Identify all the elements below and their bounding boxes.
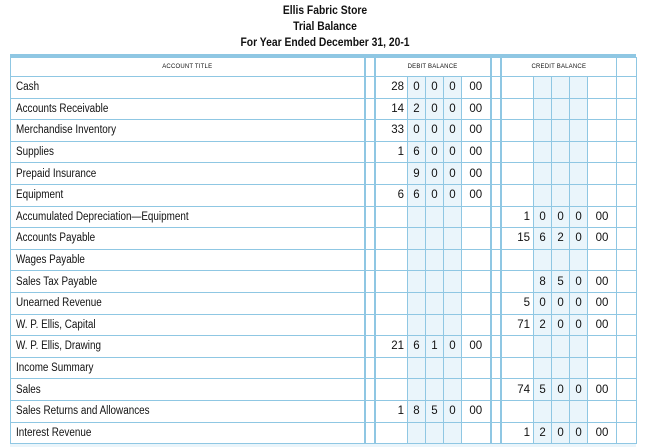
debit-digit-cell (375, 422, 408, 444)
column-gap (617, 379, 637, 401)
credit-digit-cell: 0 (552, 314, 570, 336)
credit-digit-cell: 0 (552, 206, 570, 228)
debit-digit-cell: 0 (426, 98, 444, 120)
credit-digit-cell (552, 77, 570, 99)
debit-digit-cell: 0 (444, 77, 462, 99)
account-title: W. P. Ellis, Drawing (16, 340, 102, 353)
debit-digit-cell: 6 (375, 184, 408, 206)
credit-digit-cell (552, 400, 570, 422)
report-period: For Year Ended December 31, 20-1 (240, 35, 410, 49)
ledger-row (11, 141, 637, 163)
trial-balance-ledger (10, 54, 636, 447)
column-gap (365, 422, 375, 444)
column-gap (491, 292, 501, 314)
account-title: Accounts Receivable (16, 102, 109, 115)
credit-digit-cell: 5 (552, 271, 570, 293)
debit-digit-cell (444, 379, 462, 401)
column-gap (365, 163, 375, 185)
credit-digit-cell: 15 (501, 228, 534, 250)
debit-digit-cell (408, 357, 426, 379)
account-title: Sales (16, 383, 41, 396)
debit-digit-cell (375, 206, 408, 228)
debit-cents-cell (462, 228, 491, 250)
debit-digit-cell (408, 292, 426, 314)
column-gap (365, 77, 375, 99)
column-gap (365, 271, 375, 293)
credit-digit-cell: 0 (570, 271, 588, 293)
credit-digit-cell (534, 77, 552, 99)
column-gap (617, 422, 637, 444)
debit-digit-cell: 6 (408, 336, 426, 358)
account-title-cell (11, 98, 365, 120)
debit-digit-cell: 0 (426, 77, 444, 99)
column-gap (491, 206, 501, 228)
credit-digit-cell (501, 141, 534, 163)
credit-digit-cell (501, 271, 534, 293)
credit-digit-cell: 0 (570, 292, 588, 314)
debit-digit-cell (426, 314, 444, 336)
ledger-row (11, 336, 637, 358)
column-gap (491, 141, 501, 163)
debit-cents-cell: 00 (462, 163, 491, 185)
column-gap (365, 141, 375, 163)
debit-cents-cell (462, 249, 491, 271)
account-title: Sales Returns and Allowances (16, 405, 150, 418)
credit-cents-cell: 00 (588, 271, 617, 293)
debit-digit-cell (426, 379, 444, 401)
credit-digit-cell (552, 357, 570, 379)
report-header (46, 0, 605, 50)
debit-digit-cell: 14 (375, 98, 408, 120)
column-gap (491, 77, 501, 99)
account-title-cell (11, 163, 365, 185)
debit-cents-cell (462, 206, 491, 228)
credit-digit-cell: 1 (501, 206, 534, 228)
credit-digit-cell (570, 400, 588, 422)
credit-digit-cell: 0 (570, 314, 588, 336)
credit-digit-cell (552, 163, 570, 185)
credit-cents-cell: 00 (588, 206, 617, 228)
debit-digit-cell (426, 422, 444, 444)
debit-digit-cell (375, 379, 408, 401)
credit-digit-cell (534, 249, 552, 271)
account-title: Interest Revenue (16, 426, 92, 439)
debit-cents-cell (462, 271, 491, 293)
account-title-header: ACCOUNT TITLE (11, 58, 365, 77)
debit-cents-cell (462, 422, 491, 444)
credit-digit-cell: 71 (501, 314, 534, 336)
account-title-cell (11, 314, 365, 336)
column-gap (491, 58, 501, 77)
column-gap (365, 98, 375, 120)
credit-cents-cell (588, 357, 617, 379)
debit-digit-cell (408, 422, 426, 444)
debit-digit-cell (426, 249, 444, 271)
credit-digit-cell: 0 (552, 422, 570, 444)
debit-digit-cell: 6 (408, 184, 426, 206)
column-gap (617, 120, 637, 142)
credit-digit-cell: 2 (534, 314, 552, 336)
ledger-row (11, 184, 637, 206)
credit-digit-cell: 0 (570, 379, 588, 401)
column-gap (617, 206, 637, 228)
credit-digit-cell (534, 400, 552, 422)
column-gap (617, 292, 637, 314)
column-gap (365, 58, 375, 77)
credit-digit-cell: 0 (570, 422, 588, 444)
credit-digit-cell (534, 336, 552, 358)
account-title-cell (11, 336, 365, 358)
ledger-row (11, 422, 637, 444)
column-gap (491, 184, 501, 206)
ledger-row (11, 292, 637, 314)
column-gap (365, 292, 375, 314)
debit-digit-cell (375, 292, 408, 314)
column-gap (617, 228, 637, 250)
ledger-row (11, 206, 637, 228)
debit-cents-cell: 00 (462, 141, 491, 163)
column-gap (617, 249, 637, 271)
credit-digit-cell (501, 120, 534, 142)
credit-digit-cell (501, 98, 534, 120)
column-gap (491, 163, 501, 185)
credit-digit-cell: 6 (534, 228, 552, 250)
column-gap (365, 228, 375, 250)
account-title: Equipment (16, 189, 64, 202)
ledger-row (11, 249, 637, 271)
credit-balance-header: CREDIT BALANCE (501, 58, 617, 77)
debit-digit-cell (444, 422, 462, 444)
column-gap (491, 120, 501, 142)
debit-digit-cell (444, 249, 462, 271)
credit-digit-cell (534, 163, 552, 185)
account-title: Income Summary (16, 362, 94, 375)
debit-digit-cell: 1 (375, 141, 408, 163)
debit-digit-cell (408, 228, 426, 250)
column-gap (491, 336, 501, 358)
debit-digit-cell: 0 (426, 141, 444, 163)
column-gap (365, 184, 375, 206)
account-title-cell (11, 271, 365, 293)
debit-digit-cell (375, 357, 408, 379)
trial-balance-table (10, 57, 637, 444)
column-gap (617, 184, 637, 206)
debit-digit-cell: 6 (408, 141, 426, 163)
debit-digit-cell: 0 (444, 400, 462, 422)
debit-digit-cell: 2 (408, 98, 426, 120)
debit-digit-cell: 0 (444, 120, 462, 142)
credit-digit-cell (570, 357, 588, 379)
column-gap (365, 249, 375, 271)
account-title: Supplies (16, 146, 54, 159)
credit-digit-cell (534, 357, 552, 379)
debit-digit-cell (444, 292, 462, 314)
column-gap (365, 206, 375, 228)
account-title: Accounts Payable (16, 232, 96, 245)
debit-digit-cell (444, 271, 462, 293)
credit-digit-cell (570, 141, 588, 163)
column-gap (491, 357, 501, 379)
debit-digit-cell: 0 (426, 184, 444, 206)
credit-digit-cell (570, 336, 588, 358)
account-title-cell (11, 206, 365, 228)
debit-cents-cell: 00 (462, 400, 491, 422)
credit-cents-cell: 00 (588, 314, 617, 336)
credit-digit-cell: 0 (570, 228, 588, 250)
debit-digit-cell: 1 (426, 336, 444, 358)
account-title-cell (11, 120, 365, 142)
ledger-row (11, 379, 637, 401)
debit-cents-cell: 00 (462, 98, 491, 120)
credit-digit-cell (501, 336, 534, 358)
column-gap (365, 357, 375, 379)
column-gap (365, 314, 375, 336)
credit-digit-cell: 0 (552, 379, 570, 401)
debit-digit-cell (426, 228, 444, 250)
account-title-cell (11, 184, 365, 206)
debit-digit-cell (408, 379, 426, 401)
credit-digit-cell: 0 (534, 206, 552, 228)
credit-digit-cell: 2 (552, 228, 570, 250)
credit-digit-cell: 2 (534, 422, 552, 444)
account-title-cell (11, 357, 365, 379)
column-gap (365, 120, 375, 142)
debit-digit-cell: 0 (444, 336, 462, 358)
column-gap (365, 379, 375, 401)
column-gap (491, 98, 501, 120)
credit-cents-cell (588, 400, 617, 422)
credit-cents-cell: 00 (588, 228, 617, 250)
debit-digit-cell (408, 249, 426, 271)
report-title: Trial Balance (293, 19, 357, 33)
debit-balance-header: DEBIT BALANCE (375, 58, 491, 77)
account-title: Wages Payable (16, 254, 85, 267)
credit-digit-cell (501, 400, 534, 422)
debit-digit-cell: 0 (426, 120, 444, 142)
credit-cents-cell (588, 249, 617, 271)
column-gap (491, 271, 501, 293)
ledger-row (11, 163, 637, 185)
credit-digit-cell: 0 (534, 292, 552, 314)
debit-digit-cell (408, 206, 426, 228)
credit-digit-cell (534, 141, 552, 163)
credit-digit-cell (552, 184, 570, 206)
debit-digit-cell (426, 292, 444, 314)
ledger-row (11, 228, 637, 250)
column-gap (617, 336, 637, 358)
column-gap (617, 357, 637, 379)
column-header-row (11, 58, 637, 77)
debit-digit-cell (408, 314, 426, 336)
credit-cents-cell: 00 (588, 422, 617, 444)
credit-digit-cell: 0 (552, 292, 570, 314)
credit-digit-cell (570, 249, 588, 271)
debit-cents-cell: 00 (462, 77, 491, 99)
debit-cents-cell: 00 (462, 120, 491, 142)
column-gap (491, 249, 501, 271)
ledger-row (11, 400, 637, 422)
ledger-row (11, 98, 637, 120)
credit-digit-cell (534, 184, 552, 206)
account-title: Sales Tax Payable (16, 275, 98, 288)
debit-digit-cell (444, 228, 462, 250)
column-gap (491, 400, 501, 422)
debit-cents-cell (462, 292, 491, 314)
credit-digit-cell (534, 120, 552, 142)
debit-digit-cell: 28 (375, 77, 408, 99)
credit-cents-cell (588, 141, 617, 163)
debit-digit-cell: 0 (444, 141, 462, 163)
credit-digit-cell (570, 163, 588, 185)
credit-cents-cell (588, 184, 617, 206)
ledger-row (11, 357, 637, 379)
credit-cents-cell (588, 98, 617, 120)
debit-cents-cell: 00 (462, 336, 491, 358)
column-gap (491, 314, 501, 336)
account-title-cell (11, 379, 365, 401)
credit-digit-cell (501, 249, 534, 271)
column-gap (491, 379, 501, 401)
credit-digit-cell (501, 357, 534, 379)
credit-cents-cell (588, 163, 617, 185)
column-gap (617, 98, 637, 120)
debit-digit-cell (408, 271, 426, 293)
account-title: Accumulated Depreciation—Equipment (16, 210, 189, 223)
debit-digit-cell: 21 (375, 336, 408, 358)
account-title-cell (11, 77, 365, 99)
ledger-row (11, 271, 637, 293)
credit-digit-cell (552, 141, 570, 163)
credit-digit-cell: 5 (534, 379, 552, 401)
debit-digit-cell (375, 249, 408, 271)
debit-digit-cell (426, 206, 444, 228)
debit-digit-cell: 0 (444, 184, 462, 206)
credit-digit-cell (570, 120, 588, 142)
credit-digit-cell (570, 184, 588, 206)
debit-digit-cell: 8 (408, 400, 426, 422)
credit-digit-cell (552, 249, 570, 271)
debit-digit-cell: 33 (375, 120, 408, 142)
credit-digit-cell (552, 336, 570, 358)
credit-digit-cell (570, 98, 588, 120)
account-title: Unearned Revenue (16, 297, 102, 310)
ledger-body (11, 77, 637, 444)
debit-digit-cell (444, 314, 462, 336)
debit-cents-cell (462, 314, 491, 336)
account-title-cell (11, 400, 365, 422)
debit-digit-cell (426, 357, 444, 379)
debit-digit-cell (375, 271, 408, 293)
credit-digit-cell (501, 163, 534, 185)
debit-digit-cell: 0 (426, 163, 444, 185)
account-title: Prepaid Insurance (16, 167, 97, 180)
column-gap (365, 336, 375, 358)
debit-cents-cell: 00 (462, 184, 491, 206)
account-title-cell (11, 141, 365, 163)
debit-digit-cell (375, 228, 408, 250)
debit-digit-cell (375, 314, 408, 336)
account-title: Cash (16, 81, 40, 94)
account-title-cell (11, 422, 365, 444)
company-name: Ellis Fabric Store (282, 3, 368, 17)
column-gap (617, 314, 637, 336)
account-title: Merchandise Inventory (16, 124, 117, 137)
column-gap (617, 163, 637, 185)
credit-cents-cell (588, 120, 617, 142)
debit-digit-cell (444, 357, 462, 379)
credit-digit-cell: 8 (534, 271, 552, 293)
credit-digit-cell (501, 77, 534, 99)
credit-cents-cell: 00 (588, 379, 617, 401)
debit-digit-cell: 1 (375, 400, 408, 422)
debit-digit-cell (444, 206, 462, 228)
debit-digit-cell: 5 (426, 400, 444, 422)
column-gap (617, 141, 637, 163)
debit-digit-cell: 9 (408, 163, 426, 185)
debit-cents-cell (462, 357, 491, 379)
account-title: W. P. Ellis, Capital (16, 318, 96, 331)
account-title-cell (11, 228, 365, 250)
credit-digit-cell: 0 (570, 206, 588, 228)
account-title-cell (11, 292, 365, 314)
column-gap (617, 271, 637, 293)
credit-digit-cell: 1 (501, 422, 534, 444)
credit-digit-cell (570, 77, 588, 99)
column-gap (617, 58, 637, 77)
ledger-row (11, 120, 637, 142)
debit-digit-cell: 0 (408, 77, 426, 99)
credit-cents-cell: 00 (588, 292, 617, 314)
credit-cents-cell (588, 336, 617, 358)
debit-digit-cell: 0 (444, 98, 462, 120)
ledger-row (11, 314, 637, 336)
column-gap (491, 422, 501, 444)
column-gap (365, 400, 375, 422)
credit-digit-cell: 74 (501, 379, 534, 401)
credit-digit-cell: 5 (501, 292, 534, 314)
column-gap (617, 77, 637, 99)
account-title-cell (11, 249, 365, 271)
column-gap (617, 400, 637, 422)
column-gap (491, 228, 501, 250)
credit-digit-cell (501, 184, 534, 206)
ledger-row (11, 77, 637, 99)
credit-digit-cell (534, 98, 552, 120)
debit-digit-cell: 0 (444, 163, 462, 185)
credit-cents-cell (588, 77, 617, 99)
debit-cents-cell (462, 379, 491, 401)
debit-digit-cell (426, 271, 444, 293)
credit-digit-cell (552, 120, 570, 142)
debit-digit-cell (375, 163, 408, 185)
debit-digit-cell: 0 (408, 120, 426, 142)
credit-digit-cell (552, 98, 570, 120)
